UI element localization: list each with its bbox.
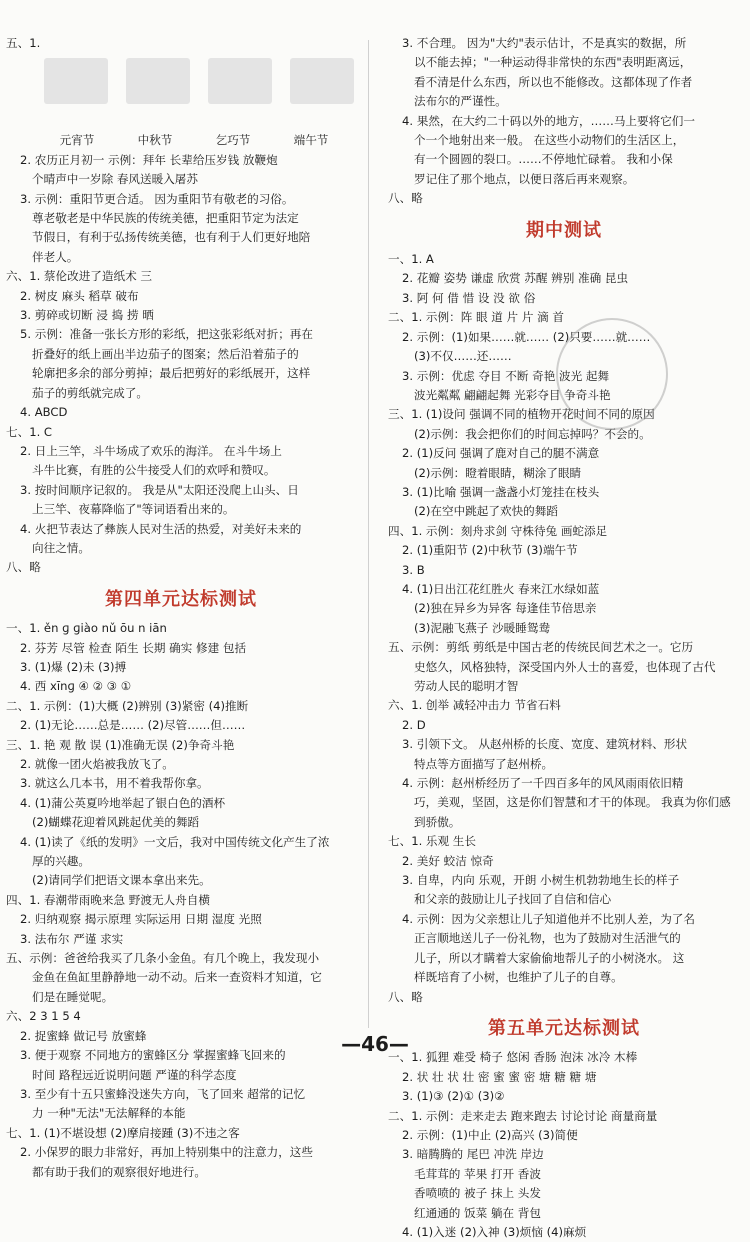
answer-line: 茄子的剪纸就完成了。 bbox=[32, 385, 148, 400]
answer-line: 4. 示例：赵州桥经历了一千四百多年的风风雨雨依旧精 bbox=[402, 776, 684, 791]
answer-line: 四、1. 春潮带雨晚来急 野渡无人舟自横 bbox=[6, 892, 210, 907]
answer-line: 3. B bbox=[402, 562, 425, 577]
answer-line: 厚的兴趣。 bbox=[32, 854, 90, 869]
answer-line: 都有助于我们的观察很好地进行。 bbox=[32, 1164, 206, 1179]
answer-line: 尊老敬老是中华民族的传统美德，把重阳节定为法定 bbox=[32, 211, 299, 226]
answer-line: 4. (1)入迷 (2)入神 (3)烦恼 (4)麻烦 bbox=[402, 1224, 587, 1239]
answer-line: 以不能去掉；"一种运动得非常快的东西"表明距离远， bbox=[414, 55, 692, 70]
answer-line: 法布尔的严谨性。 bbox=[414, 94, 507, 109]
answer-line: (2)在空中跳起了欢快的舞蹈 bbox=[414, 504, 558, 519]
answer-line: 3. 不合理。 因为"大约"表示估计，不是真实的数据，所 bbox=[402, 36, 687, 50]
answer-line: 三、1. 艳 观 散 误 (1)准确无误 (2)争奇斗艳 bbox=[6, 737, 235, 752]
answer-line: 看不清是什么东西，所以也不能修改。这都体现了作者 bbox=[414, 74, 693, 89]
answer-line: 劳动人民的聪明才智 bbox=[414, 679, 519, 693]
answer-line: 轮廓把多余的部分剪掉；最后把剪好的彩纸展开，这样 bbox=[32, 366, 311, 381]
answer-line: 2. 花瓣 姿势 谦虚 欣赏 苏醒 辨别 准确 昆虫 bbox=[402, 271, 629, 286]
answer-line: 巧，美观，坚固，这是你们智慧和才干的体现。 我真为你们感 bbox=[414, 795, 731, 810]
answer-line: 样既培育了小树，也维护了儿子的自尊。 bbox=[414, 970, 623, 985]
answer-line: 5. 示例：准备一张长方形的彩纸，把这张彩纸对折；再在 bbox=[20, 327, 313, 342]
answer-line: 六、1. 蔡伦改进了造纸术 三 bbox=[6, 269, 152, 284]
answer-line: 们是在睡觉呢。 bbox=[32, 989, 114, 1004]
answer-line: 3. 法布尔 严谨 求实 bbox=[20, 931, 124, 946]
answer-line: 4. 火把节表达了彝族人民对生活的热爱，对美好未来的 bbox=[20, 521, 302, 536]
answer-line: 二、1. 示例：(1)大概 (2)辨别 (3)紧密 (4)推断 bbox=[6, 698, 249, 713]
answer-line: (2)独在异乡为异客 每逢佳节倍思亲 bbox=[414, 601, 597, 616]
answer-line: 3. 自卑，内向 乐观，开朗 小树生机勃勃地生长的样子 bbox=[402, 873, 680, 888]
answer-line: 七、1. 乐观 生长 bbox=[388, 834, 476, 849]
answer-line: 三、1. (1)设问 强调不同的植物开花时间不同的原因 bbox=[388, 407, 655, 422]
answer-line: 4. 果然，在大约二十码以外的地方，……马上要将它们一 bbox=[402, 113, 695, 128]
answer-line: 2. 美好 蛟洁 惊奇 bbox=[402, 853, 494, 868]
answer-line: 2. (1)重阳节 (2)中秋节 (3)端午节 bbox=[402, 543, 578, 558]
answer-line: (3)不仅……还…… bbox=[414, 349, 512, 364]
answer-line: 正言顺地送儿子一份礼物，也为了鼓励对生活泄气的 bbox=[414, 931, 681, 946]
answer-line: (2)示例：我会把你们的时间忘掉吗？不会的。 bbox=[414, 426, 651, 441]
festival-picture-lantern bbox=[208, 58, 272, 104]
answer-line: 五、示例：剪纸 剪纸是中国古老的传统民间艺术之一。它历 bbox=[388, 640, 694, 655]
answer-line: 3. (1)③ (2)① (3)② bbox=[402, 1089, 505, 1104]
answer-line: 4. ABCD bbox=[20, 405, 68, 420]
answer-line: 个一个地射出来一般。 在这些小动物们的生活区上， bbox=[414, 133, 685, 148]
answer-line: 伴老人。 bbox=[32, 249, 79, 264]
answer-line: 八、略 bbox=[388, 191, 423, 206]
answer-line: 史悠久，风格独特，深受国内外人士的喜爱，也体现了古代 bbox=[414, 659, 716, 674]
answer-line: 2. 日上三竿，斗牛场成了欢乐的海洋。 在斗牛场上 bbox=[20, 443, 282, 458]
right-answers-a bbox=[388, 34, 740, 209]
answer-line: 3. 按时间顺序记叙的。 我是从"太阳还没爬上山头、日 bbox=[20, 482, 299, 497]
answer-line: 特点等方面描写了赵州桥。 bbox=[414, 756, 554, 771]
answer-line: 毛茸茸的 苹果 打开 香波 bbox=[414, 1166, 541, 1181]
answer-line: 力 一种"无法"无法解释的本能 bbox=[32, 1106, 186, 1121]
answer-line: 2. 树皮 麻头 稻草 破布 bbox=[20, 288, 139, 303]
answer-line: 向往之情。 bbox=[32, 540, 90, 555]
answer-line: 3. 便于观察 不同地方的蜜蜂区分 掌握蜜蜂飞回来的 bbox=[20, 1048, 286, 1063]
answer-line: 罗记住了那个地点，以便日落后再来观察。 bbox=[414, 171, 635, 186]
answer-line: 个晴声中一岁除 春风送暖入屠苏 bbox=[32, 172, 198, 187]
answer-line: 3. 示例：优虑 夺目 不断 奇艳 波光 起舞 bbox=[402, 368, 610, 383]
answer-line: 儿子，所以才瞒着大家偷偷地帮儿子的小树浇水。 这 bbox=[414, 950, 685, 965]
answer-line: 3. 暗腾腾的 尾巴 冲洗 岸边 bbox=[402, 1147, 544, 1162]
answer-line: 2. 归纳观察 揭示原理 实际运用 日期 湿度 光照 bbox=[20, 912, 262, 927]
answer-line: 一、1. A bbox=[388, 252, 434, 267]
festival-label: 元宵节 bbox=[59, 133, 95, 148]
answer-line: 3. 就这么几本书，用不着我帮你拿。 bbox=[20, 776, 209, 791]
answer-line: 四、1. 示例：刻舟求剑 守株待兔 画蛇添足 bbox=[388, 523, 608, 538]
festival-pictures bbox=[6, 53, 356, 109]
column-divider bbox=[368, 40, 369, 1028]
watermark-stamp bbox=[556, 318, 668, 430]
answer-line: 一、1. ěn ɡ ɡiào nǔ ōu n iān bbox=[6, 621, 167, 636]
answer-line: 六、1. 创举 减轻冲击力 节省石料 bbox=[388, 698, 561, 713]
festival-picture-children bbox=[290, 58, 354, 104]
answer-line: 时间 路程远近说明问题 严谨的科学态度 bbox=[32, 1067, 237, 1082]
q5-head: 五、1. bbox=[6, 36, 41, 50]
answer-line: 节假日，有利于弘扬传统美德，也有利于人们更好地陪 bbox=[32, 230, 311, 245]
right-column bbox=[388, 34, 740, 1242]
left-answers-b bbox=[6, 619, 356, 1182]
answer-line: (2)蝴蝶花迎着风跳起优美的舞蹈 bbox=[32, 815, 200, 830]
left-column bbox=[6, 34, 356, 1182]
answer-line: 六、2 3 1 5 4 bbox=[6, 1009, 81, 1024]
answer-line: 2. (1)无论……总是…… (2)尽管……但…… bbox=[20, 718, 246, 733]
answer-line: 七、1. (1)不堪设想 (2)摩肩接踵 (3)不违之客 bbox=[6, 1125, 240, 1140]
answer-line: 香喷喷的 被子 抹上 头发 bbox=[414, 1186, 541, 1201]
festival-label: 乞巧节 bbox=[215, 133, 251, 148]
answer-line: 2. 就像一团火焰被我放飞了。 bbox=[20, 757, 174, 771]
answer-line: 4. (1)日出江花红胜火 春来江水绿如蓝 bbox=[402, 581, 600, 596]
answer-line: (3)泥融飞燕子 沙暖睡鸳鸯 bbox=[414, 620, 551, 635]
answer-line: 2. 农历正月初一 示例：拜年 长辈给压岁钱 放鞭炮 bbox=[20, 152, 278, 167]
answer-line: 波光粼粼 翩翩起舞 光彩夺目 争奇斗艳 bbox=[414, 387, 611, 402]
answer-line: 金鱼在鱼缸里静静地一动不动。后来一查资料才知道，它 bbox=[32, 970, 322, 985]
answer-line: 2. (1)反问 强调了鹿对自己的腿不满意 bbox=[402, 446, 600, 461]
answer-line: 3. (1)比喻 强调一盏盏小灯笼挂在枝头 bbox=[402, 484, 600, 499]
festival-label: 端午节 bbox=[293, 133, 329, 148]
answer-line: 八、略 bbox=[388, 989, 423, 1004]
answer-line: 2. D bbox=[402, 717, 426, 732]
festival-picture-couple bbox=[44, 58, 108, 104]
answer-line: 3. (1)爆 (2)未 (3)搏 bbox=[20, 659, 127, 674]
unit5-title: 第五单元达标测试 bbox=[488, 1017, 640, 1039]
answer-line: (2)请同学们把语文课本拿出来先。 bbox=[32, 873, 211, 888]
answer-line: (2)示例：瞪着眼睛，糊涂了眼睛 bbox=[414, 465, 582, 480]
festival-label: 中秋节 bbox=[137, 133, 173, 148]
answer-line: 3. 阿 何 借 惜 设 没 欲 俗 bbox=[402, 290, 536, 305]
festival-labels bbox=[6, 131, 356, 150]
answer-line: 有一个圆圆的裂口。……不停地忙碌着。 我和小保 bbox=[414, 152, 673, 167]
answer-line: 3. 示例：重阳节更合适。 因为重阳节有敬老的习俗。 bbox=[20, 191, 294, 206]
answer-line: 斗牛比赛，有胜的公牛接受人们的欢呼和赞叹。 bbox=[32, 463, 276, 478]
answer-line: 4. 西 xīnɡ ④ ② ③ ① bbox=[20, 679, 132, 694]
unit4-title: 第四单元达标测试 bbox=[105, 588, 257, 610]
answer-line: 二、1. 示例：走来走去 跑来跑去 讨论讨论 商量商量 bbox=[388, 1108, 658, 1123]
answer-line: 2. 芬芳 尽管 检查 陌生 长期 确实 修建 包括 bbox=[20, 640, 247, 655]
answer-line: 折叠好的纸上画出半边茄子的图案；然后沿着茄子的 bbox=[32, 346, 299, 361]
answer-line: 2. 捉蜜蜂 做记号 放蜜蜂 bbox=[20, 1028, 147, 1043]
answer-line: 2. 示例：(1)如果……就…… (2)只要……就…… bbox=[402, 329, 651, 344]
answer-line: 五、示例：爸爸给我买了几条小金鱼。有几个晚上，我发现小 bbox=[6, 951, 320, 966]
answer-line: 上三竿、夜幕降临了"等词语看出来的。 bbox=[32, 502, 235, 517]
answer-line: 一、1. 狐狸 难受 椅子 悠闲 香肠 泡沫 冰冷 木棒 bbox=[388, 1050, 638, 1065]
left-answers-a bbox=[6, 151, 356, 578]
answer-line: 3. 至少有十五只蜜蜂没迷失方向，飞了回来 超常的记忆 bbox=[20, 1086, 306, 1101]
answer-line: 3. 引领下文。 从赵州桥的长度、宽度、建筑材料、形状 bbox=[402, 737, 688, 752]
answer-line: 4. (1)蒲公英夏吟地举起了银白色的酒杯 bbox=[20, 795, 226, 810]
midterm-title: 期中测试 bbox=[526, 219, 602, 241]
answer-line: 到骄傲。 bbox=[414, 814, 461, 829]
answer-line: 红通通的 饭菜 躺在 背包 bbox=[414, 1205, 541, 1220]
answer-line: 3. 剪碎或切断 浸 捣 捞 晒 bbox=[20, 308, 154, 323]
right-answers-c bbox=[388, 1048, 740, 1242]
answer-line: 和父亲的鼓励让儿子找回了自信和信心 bbox=[414, 892, 612, 907]
answer-line: 2. 小保罗的眼力非常好，再加上特别集中的注意力，这些 bbox=[20, 1145, 313, 1160]
answer-line: 二、1. 示例：阵 眼 道 片 片 滴 首 bbox=[388, 310, 564, 325]
answer-line: 2. 状 壮 状 壮 密 蜜 蜜 密 塘 糖 糖 塘 bbox=[402, 1069, 597, 1084]
answer-line: 4. (1)读了《纸的发明》一文后，我对中国传统文化产生了浓 bbox=[20, 834, 330, 849]
answer-line: 4. 示例：因为父亲想让儿子知道他并不比别人差，为了名 bbox=[402, 911, 695, 926]
festival-picture-bowl bbox=[126, 58, 190, 104]
page-number: —46— bbox=[341, 1032, 409, 1056]
answer-line: 七、1. C bbox=[6, 424, 53, 439]
answer-line: 八、略 bbox=[6, 560, 41, 575]
answer-line: 2. 示例：(1)中止 (2)高兴 (3)简便 bbox=[402, 1127, 578, 1142]
